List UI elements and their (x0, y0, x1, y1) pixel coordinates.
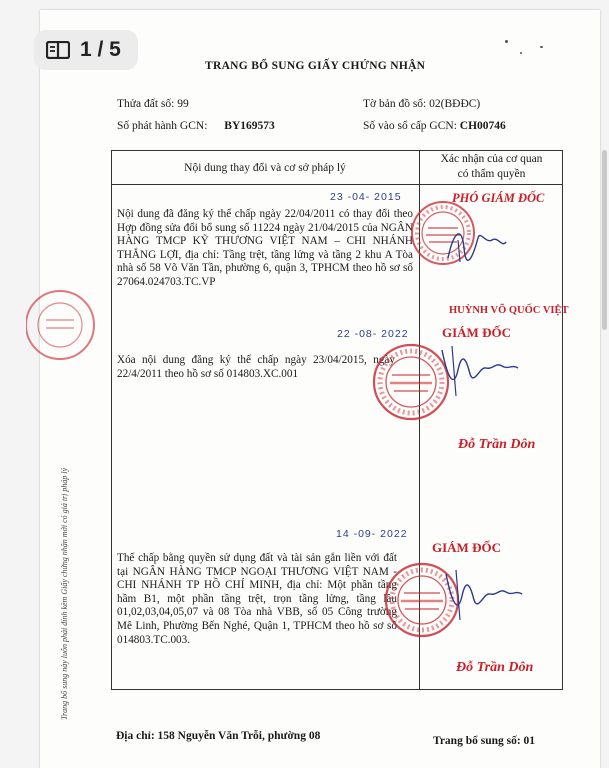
parcel-label: Thửa đất số: (117, 98, 175, 110)
signer-name: Đỗ Trần Dôn (458, 437, 536, 452)
handwritten-signature (432, 340, 522, 400)
map-number (363, 98, 480, 110)
page-seal-stamp (26, 282, 96, 368)
map-value: 02(BĐĐC) (429, 98, 481, 110)
footer-address: Địa chỉ: 158 Nguyễn Văn Trỗi, phường 08 (116, 730, 321, 742)
handwritten-signature (436, 566, 526, 626)
speck (505, 40, 508, 43)
page-indicator[interactable] (34, 30, 138, 70)
entry-text: Nội dung đã đăng ký thế chấp ngày 22/04/2011 có thay đổi theo Hợp đồng sửa đổi bổ sung số 11224 ngày 21/04/2015 của NGÂN HÀNG TMCP KỸ THƯƠNG VIỆT NAM – CHI NHÁNH THẮNG LỢI, địa chỉ: Tầng trệt, tầng lửng và tầng 2 khu A Tòa nhà số 58 Võ Văn Tần, phường 6, quận 3, TPHCM theo hồ sơ số 27064.024703.TC.VP (117, 208, 413, 288)
parcel-number (117, 98, 189, 110)
parcel-value: 99 (177, 98, 189, 110)
entry-date: 22 -08- 2022 (337, 328, 409, 340)
book-value: CH00746 (459, 120, 506, 132)
handwritten-signature (440, 218, 510, 268)
signer-title: GIÁM ĐỐC (432, 540, 501, 555)
speck (520, 52, 522, 54)
signer-name: Đỗ Trần Dôn (456, 660, 534, 675)
column-header-changes: Nội dung thay đổi và cơ sở pháp lý (184, 162, 346, 174)
column-header-confirm-1: Xác nhận của cơ quan (440, 153, 543, 165)
signer-title: PHÓ GIÁM ĐỐC (452, 191, 545, 205)
signer-name: HUỲNH VÕ QUỐC VIỆT (449, 305, 569, 316)
footer-page-number: Trang bổ sung số: 01 (433, 735, 536, 747)
table-header-rule (111, 184, 563, 185)
entry-text: Xóa nội dung đăng ký thế chấp ngày 23/04/2015, ngày 22/4/2011 theo hồ sơ số 014803.XC.001 (117, 354, 395, 380)
book-number (363, 120, 506, 132)
book-icon (46, 41, 70, 59)
serial-label: Số phát hành GCN: (117, 120, 208, 132)
document-title: TRANG BỔ SUNG GIẤY CHỨNG NHẬN (205, 60, 426, 72)
column-header-confirm-2: có thẩm quyền (457, 168, 526, 180)
serial-value: BY169573 (224, 120, 275, 132)
margin-note: Trang bổ sung này luôn phải đính kèm Giấy chứng nhận mới có giá trị pháp lý (60, 467, 69, 720)
scrollbar[interactable] (602, 150, 607, 330)
signer-title: GIÁM ĐỐC (442, 325, 511, 340)
book-label: Số vào sổ cấp GCN: (363, 120, 457, 132)
serial-number (117, 120, 275, 132)
page-indicator-text: 1 / 5 (80, 38, 121, 61)
entry-text: Thế chấp bằng quyền sử dụng đất và tài sản gắn liền với đất tại NGÂN HÀNG TMCP NGOẠI THƯƠNG VIỆT NAM - CHI NHÁNH TP HỒ CHÍ MINH, địa chỉ: Một phần tầng hầm B1, một phần tầng trệt, trọn tầng lửng, tầng lầu 01,02,03,04,05,07 và 08 Tòa nhà VBB, số 05 Công trường Mê Linh, Phường Bến Nghé, Quận 1, TPHCM theo hồ sơ số 014803.TC.003. (117, 552, 397, 646)
entry-date: 23 -04- 2015 (330, 191, 402, 203)
map-label: Tờ bản đồ số: (363, 98, 427, 110)
entry-date: 14 -09- 2022 (336, 528, 408, 540)
speck (540, 46, 543, 48)
